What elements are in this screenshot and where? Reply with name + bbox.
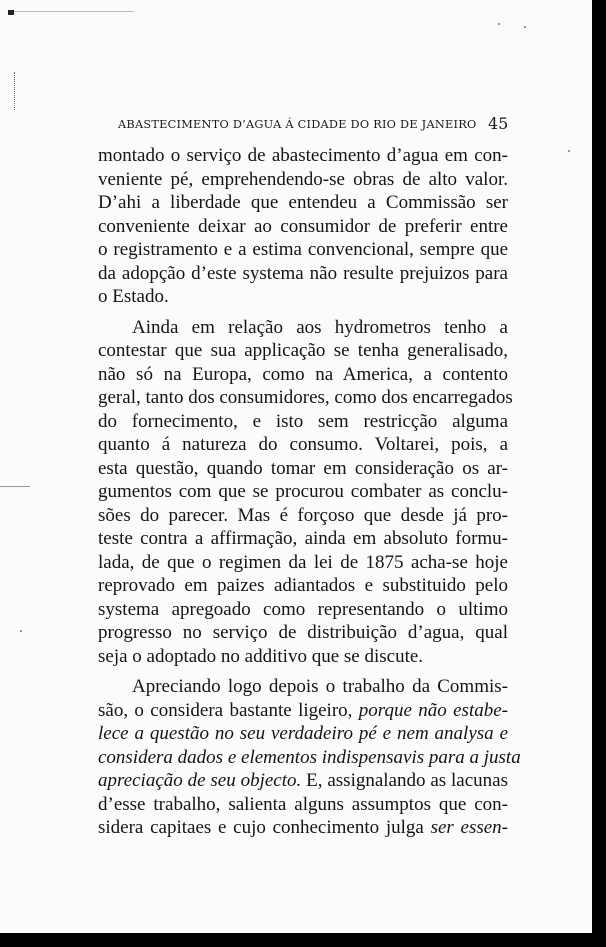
text-line <box>98 386 513 410</box>
text-run: são, o considera bastante ligeiro, <box>98 699 359 721</box>
text-run: do fornecimento, e isto sem restricção alguma <box>98 410 508 432</box>
speck <box>498 23 500 25</box>
text-line <box>98 675 508 699</box>
text-run: da adopção d’este systema não resulte prejuizos para <box>98 262 508 284</box>
text-line <box>98 144 508 168</box>
text-line <box>98 816 508 840</box>
italic-text: considera dados e elementos indispensavis para a justa <box>98 746 521 768</box>
text-line <box>98 574 508 598</box>
text-line <box>98 191 508 215</box>
text-run: quanto á natureza do consumo. Voltarei, pois, a <box>98 434 508 455</box>
text-line <box>98 262 508 286</box>
text-run: veniente pé, emprehendendo-se obras de alto valor. <box>98 168 508 190</box>
text-line <box>98 316 508 340</box>
paragraph <box>98 144 508 309</box>
text-run: montado o serviço de abastecimento d’agua em con- <box>98 145 508 166</box>
paragraph <box>98 675 521 840</box>
running-header: ABASTECIMENTO D’AGUA Á CIDADE DO RIO DE JANEIRO <box>118 118 477 131</box>
italic-text: lece a questão no seu verdadeiro pé e nem analysa e <box>98 723 508 744</box>
text-line <box>98 551 508 575</box>
text-line <box>98 285 508 309</box>
text-line <box>98 527 508 551</box>
text-run: Apreciando logo depois o trabalho da Commis- <box>132 676 508 697</box>
margin-mark <box>14 72 19 110</box>
italic-text: porque não estabe- <box>358 699 508 721</box>
text-line <box>98 769 508 793</box>
text-run: geral, tanto dos consumidores, como dos encarregados <box>98 387 513 408</box>
text-line <box>98 480 508 504</box>
text-line <box>98 215 508 239</box>
speck <box>524 26 526 28</box>
text-run: reprovado em paizes adiantados e substituido pelo <box>98 575 508 596</box>
text-run: o Estado. <box>98 286 169 307</box>
text-line <box>98 699 508 723</box>
text-line <box>98 168 508 192</box>
text-run: o registramento e a estima convencional, sempre que <box>98 239 508 260</box>
text-run: esta questão, quando tomar em consideração os ar- <box>98 457 508 479</box>
text-run: Ainda em relação aos hydrometros tenho a <box>132 316 508 338</box>
speck <box>568 150 570 152</box>
margin-dash <box>0 486 30 487</box>
paragraph <box>98 316 513 669</box>
text-run: conveniente deixar ao consumidor de preferir entre <box>98 215 508 237</box>
paragraph-gap <box>98 309 508 316</box>
text-run: gumentos com que se procurou combater as conclu- <box>98 481 508 502</box>
scan-line <box>14 11 134 12</box>
text-line <box>98 433 508 457</box>
text-line <box>98 410 508 434</box>
text-run: d’esse trabalho, salienta alguns assumptos que con- <box>98 793 508 815</box>
paragraph-gap <box>98 668 508 675</box>
text-line <box>98 598 508 622</box>
body-text <box>98 144 521 840</box>
text-line <box>98 645 508 669</box>
italic-text: ser essen- <box>430 817 508 838</box>
text-line <box>98 457 508 481</box>
text-line <box>98 722 508 746</box>
text-line <box>98 339 508 363</box>
text-run: sidera capitaes e cujo conhecimento julga <box>98 817 431 838</box>
text-run: não só na Europa, como na America, a contento <box>98 363 508 385</box>
text-line <box>98 621 508 645</box>
text-run: E, assignalando as lacunas <box>301 770 509 791</box>
page-number: 45 <box>488 114 509 133</box>
text-run: teste contra a affirmação, ainda em absoluto formu- <box>98 528 508 549</box>
text-line <box>98 363 508 387</box>
speck <box>20 630 22 632</box>
text-run: D’ahi a liberdade que entendeu a Commissão ser <box>98 192 508 213</box>
italic-text: apreciação de seu objecto. <box>98 770 302 791</box>
text-line <box>98 793 508 817</box>
text-run: systema apregoado como representando o ultimo <box>98 598 508 620</box>
text-line <box>98 746 521 770</box>
text-run: lada, de que o regimen da lei de 1875 acha-se hoje <box>98 551 508 573</box>
text-run: progresso no serviço de distribuição d’agua, qual <box>98 622 508 643</box>
text-run: contestar que sua applicação se tenha generalisado, <box>98 340 508 361</box>
text-run: sões do parecer. Mas é forçoso que desde já pro- <box>98 504 508 526</box>
text-line <box>98 238 508 262</box>
text-line <box>98 504 508 528</box>
text-run: seja o adoptado no additivo que se discute. <box>98 645 424 667</box>
